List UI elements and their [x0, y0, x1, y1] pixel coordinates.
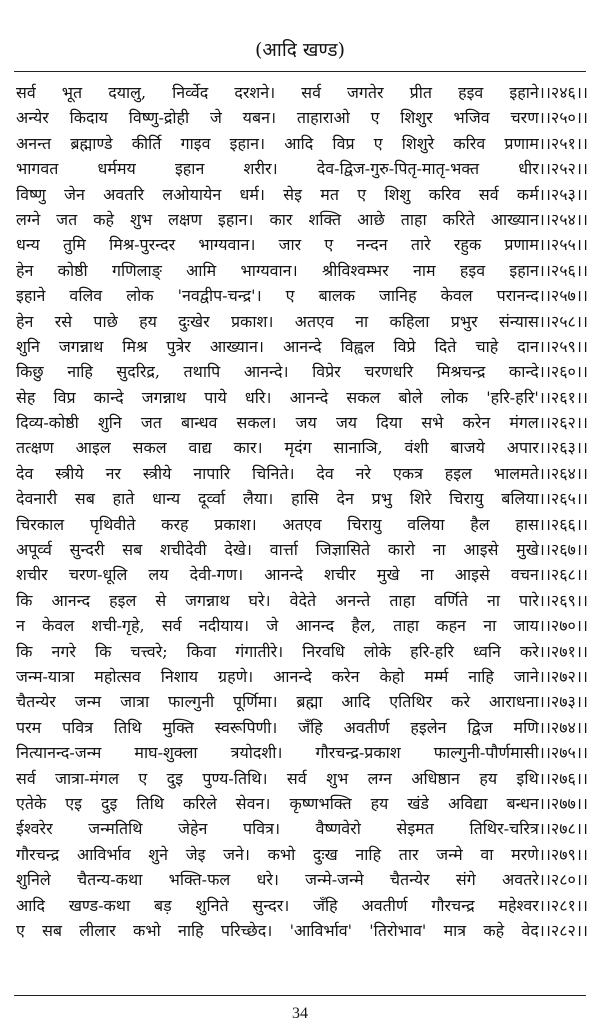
verse-line: धन्य तुमि मिश्र-पुरन्दर भाग्यवान। जार ए नन्दन तारे रहुक प्रणाम।।२५५।।: [16, 235, 588, 255]
verse-line: परम पवित्र तिथि मुक्ति स्वरूपिणी। जँहि अवतीर्ण हइलेन द्विज मणि।।२७४।।: [16, 717, 588, 737]
verse-line: अनन्त ब्रह्माण्डे कीर्ति गाइव इहान। आदि विप्र ए शिशुरे करिव प्रणाम।।२५१।।: [16, 133, 588, 153]
page-number: 34: [292, 1005, 308, 1022]
verse-line: शचीर चरण-धूलि लय देवी-गण। आनन्दे शचीर मुखे ना आइसे वचन।।२६८।।: [16, 565, 588, 585]
verse-line: सर्व जात्रा-मंगल ए दुइ पुण्य-तिथि। सर्व शुभ लग्न अधिष्ठान हय इथि।।२७६।।: [16, 768, 588, 788]
verse-line: भागवत धर्ममय इहान शरीर। देव-द्विज-गुरु-पितृ-मातृ-भक्त धीर।।२५२।।: [16, 159, 588, 179]
verse-line: ईश्वरेर जन्मतिथि जेहेन पवित्र। वैष्णवेरो सेइमत तिथिर-चरित्र।।२७८।।: [16, 819, 588, 839]
verse-line: देवनारी सब हाते धान्य दूर्व्वा लैया। हासि देन प्रभु शिरे चिरायु बलिया।।२६५।।: [16, 489, 588, 509]
section-title: (आदि खण्ड): [254, 39, 346, 61]
verse-line: कि नगरे कि चत्त्वरे; किवा गंगातीरे। निरवधि लोके हरि-हरि ध्वनि करे।।२७१।।: [16, 641, 588, 661]
verse-line: इहाने वलिव लोक 'नवद्वीप-चन्द्र'। ए बालक जानिह केवल परानन्द।।२५७।।: [16, 286, 588, 306]
verse-line: आदि खण्ड-कथा बड़ शुनिते सुन्दर। जँहि अवतीर्ण गौरचन्द्र महेश्वर।।२८१।।: [16, 895, 588, 915]
verse-line: नित्यानन्द-जन्म माघ-शुक्ला त्रयोदशी। गौरचन्द्र-प्रकाश फाल्गुनी-पौर्णमासी।।२७५।।: [16, 743, 588, 763]
verse-line: चिरकाल पृथिवीते करह प्रकाश। अतएव चिरायु वलिया हैल हास।।२६६।।: [16, 514, 588, 534]
verse-line: किछु नाहि सुदरिद्र, तथापि आनन्दे। विप्रेर चरणधरि मिश्रचन्द्र कान्दे।।२६०।।: [16, 362, 588, 382]
verse-line: शुनिले चैतन्य-कथा भक्ति-फल धरे। जन्मे-जन्मे चैतन्येर संगे अवतरे।।२८०।।: [16, 870, 588, 890]
top-divider: [14, 71, 586, 72]
verse-line: अन्येर किदाय विष्णु-द्रोही जे यबन। ताहाराओ ए शिशुर भजिव चरण।।२५०।।: [16, 108, 588, 128]
verse-line: गौरचन्द्र आविर्भाव शुने जेइ जने। कभो दुःख नाहि तार जन्मे वा मरणे।।२७९।।: [16, 844, 588, 864]
verse-line: अपूर्व्व सुन्दरी सब शचीदेवी देखे। वार्त्ता जिज्ञासिते कारो ना आइसे मुखे।।२६७।।: [16, 540, 588, 560]
verse-line: चैतन्येर जन्म जात्रा फाल्गुनी पूर्णिमा। ब्रह्मा आदि एतिथिर करे आराधना।।२७३।।: [16, 692, 588, 712]
verse-line: कि आनन्द हइल से जगन्नाथ घरे। वेदेते अनन्ते ताहा वर्णिते ना पारे।।२६९।।: [16, 590, 588, 610]
verse-line: दिव्य-कोष्ठी शुनि जत बान्धव सकल। जय जय दिया सभे करेन मंगल।।२६२।।: [16, 413, 588, 433]
verse-line: सर्व भूत दयालु, निर्व्वेद दरशने। सर्व जगतेर प्रीत हइव इहाने।।२४६।।: [16, 83, 588, 102]
verse-line: हेन रसे पाछे हय दुःखेर प्रकाश। अतएव ना कहिला प्रभुर संन्यास।।२५८।।: [16, 311, 588, 331]
verse-list: [16, 80, 588, 943]
verse-line: ए सब लीलार कभो नाहि परिच्छेद। 'आविर्भाव' 'तिरोभाव' मात्र कहे वेद।।२८२।।: [16, 920, 588, 940]
verse-line: न केवल शची-गृहे, सर्व नदीयाय। जे आनन्द हैल, ताहा कहन ना जाय।।२७०।।: [16, 616, 588, 636]
verse-line: विष्णु जेन अवतरि लओयायेन धर्म। सेइ मत ए शिशु करिव सर्व कर्म।।२५३।।: [16, 184, 588, 204]
verse-line: देव स्त्रीये नर स्त्रीये नापारि चिनिते। देव नरे एकत्र हइल भालमते।।२६४।।: [16, 463, 588, 483]
verse-line: सेह विप्र कान्दे जगन्नाथ पाये धरि। आनन्दे सकल बोले लोक 'हरि-हरि'।।२६१।।: [16, 387, 588, 407]
verse-line: लग्ने जत कहे शुभ लक्षण इहान। कार शक्ति आछे ताहा करिते आख्यान।।२५४।।: [16, 209, 588, 229]
verse-line: हेन कोष्ठी गणिलाङ् आमि भाग्यवान। श्रीविश्वम्भर नाम हइव इहान।।२५६।।: [16, 260, 588, 280]
verse-line: तत्क्षण आइल सकल वाद्य कार। मृदंग सानाञि, वंशी बाजये अपार।।२६३।।: [16, 438, 588, 458]
bottom-divider: [14, 995, 586, 996]
verse-line: एतेके एइ दुइ तिथि करिले सेवन। कृष्णभक्ति हय खंडे अविद्या बन्धन।।२७७।।: [16, 793, 588, 813]
verse-line: जन्म-यात्रा महोत्सव निशाय ग्रहणे। आनन्दे करेन केहो मर्म्म नाहि जाने।।२७२।।: [16, 666, 588, 686]
verse-line: शुनि जगन्नाथ मिश्र पुत्रेर आख्यान। आनन्दे विह्वल विप्रे दिते चाहे दान।।२५९।।: [16, 336, 588, 356]
